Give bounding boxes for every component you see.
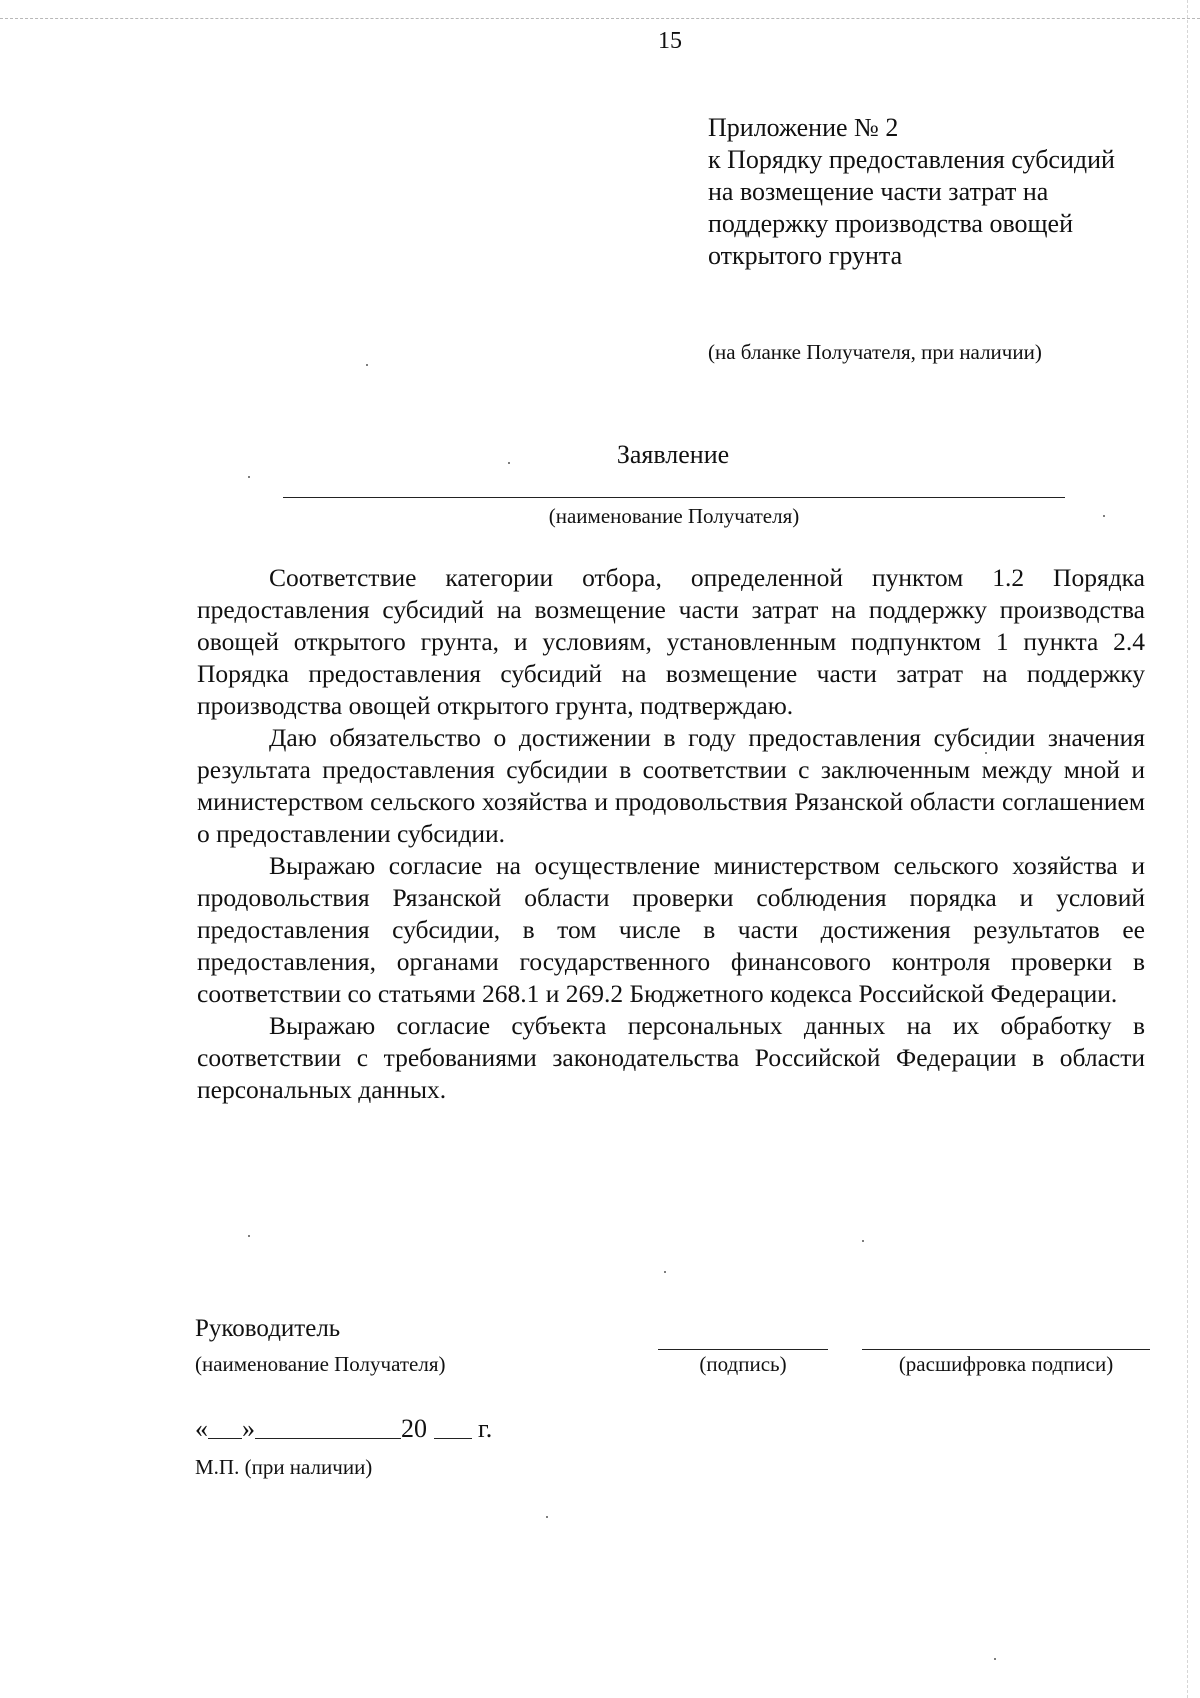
appendix-line: Приложение № 2 bbox=[708, 113, 899, 142]
scan-speck bbox=[248, 476, 250, 478]
scan-speck bbox=[664, 1271, 666, 1273]
page-number: 15 bbox=[658, 28, 682, 54]
year-suffix: г. bbox=[478, 1414, 493, 1443]
date-quote-close: » bbox=[242, 1414, 255, 1443]
scan-speck bbox=[248, 1235, 250, 1237]
scan-edge-right bbox=[1187, 0, 1188, 1698]
recipient-name-line bbox=[283, 497, 1065, 498]
appendix-line: на возмещение части затрат на bbox=[708, 177, 1049, 206]
head-caption: (наименование Получателя) bbox=[195, 1352, 446, 1376]
signature-decode-line bbox=[862, 1349, 1150, 1350]
recipient-caption: (наименование Получателя) bbox=[548, 504, 800, 528]
scan-speck bbox=[546, 1516, 548, 1518]
scan-speck bbox=[985, 752, 987, 754]
date-quote-open: « bbox=[195, 1414, 208, 1443]
document-title: Заявление bbox=[616, 440, 730, 469]
day-blank bbox=[208, 1412, 242, 1439]
body-paragraph: Выражаю согласие субъекта персональных данных на их обработку в соответствии с требованиями законодательства Российской Федерации в области персональных данных. bbox=[197, 1011, 1145, 1104]
scan-speck bbox=[1103, 515, 1105, 517]
scan-speck bbox=[366, 364, 368, 366]
signature-caption: (подпись) bbox=[699, 1352, 787, 1376]
date-row bbox=[195, 1412, 492, 1444]
appendix-line: поддержку производства овощей bbox=[708, 209, 1074, 238]
body-paragraph: Выражаю согласие на осуществление министерством сельского хозяйства и продовольствия Рязанской области проверки соблюдения порядка и условий предоставления субсидии, в том числе в части достижения результатов ее предоставления, органами государственного финансового контроля проверки в соответствии со статьями 268.1 и 269.2 Бюджетного кодекса Российской Федерации. bbox=[197, 851, 1145, 1008]
year-blank bbox=[434, 1412, 472, 1439]
scan-speck bbox=[508, 462, 510, 464]
appendix-line: открытого грунта bbox=[708, 241, 903, 270]
body-paragraph: Соответствие категории отбора, определенной пунктом 1.2 Порядка предоставления субсидий на возмещение части затрат на поддержку производства овощей открытого грунта, и условиям, установленным подпунктом 1 пункта 2.4 Порядка предоставления субсидий на возмещение части затрат на поддержку производства овощей открытого грунта, подтверждаю. bbox=[197, 563, 1145, 720]
month-blank bbox=[255, 1412, 401, 1439]
blank-note: (на бланке Получателя, при наличии) bbox=[708, 340, 1042, 364]
signature-block bbox=[0, 1312, 1200, 1392]
year-prefix: 20 bbox=[401, 1414, 427, 1443]
scan-speck bbox=[994, 1658, 996, 1660]
signature-decode-caption: (расшифровка подписи) bbox=[898, 1352, 1114, 1376]
scan-speck bbox=[862, 1240, 864, 1242]
appendix-header bbox=[708, 112, 1115, 272]
stamp-note: М.П. (при наличии) bbox=[195, 1455, 373, 1479]
appendix-line: к Порядку предоставления субсидий bbox=[708, 145, 1115, 174]
scan-edge-top bbox=[0, 18, 1200, 19]
signature-line bbox=[658, 1349, 828, 1350]
statement-body bbox=[197, 562, 1145, 1106]
body-paragraph: Даю обязательство о достижении в году предоставления субсидии значения результата предоставления субсидии в соответствии с заключенным между мной и министерством сельского хозяйства и продовольствия Рязанской области соглашением о предоставлении субсидии. bbox=[197, 723, 1145, 848]
head-label: Руководитель bbox=[195, 1315, 341, 1342]
